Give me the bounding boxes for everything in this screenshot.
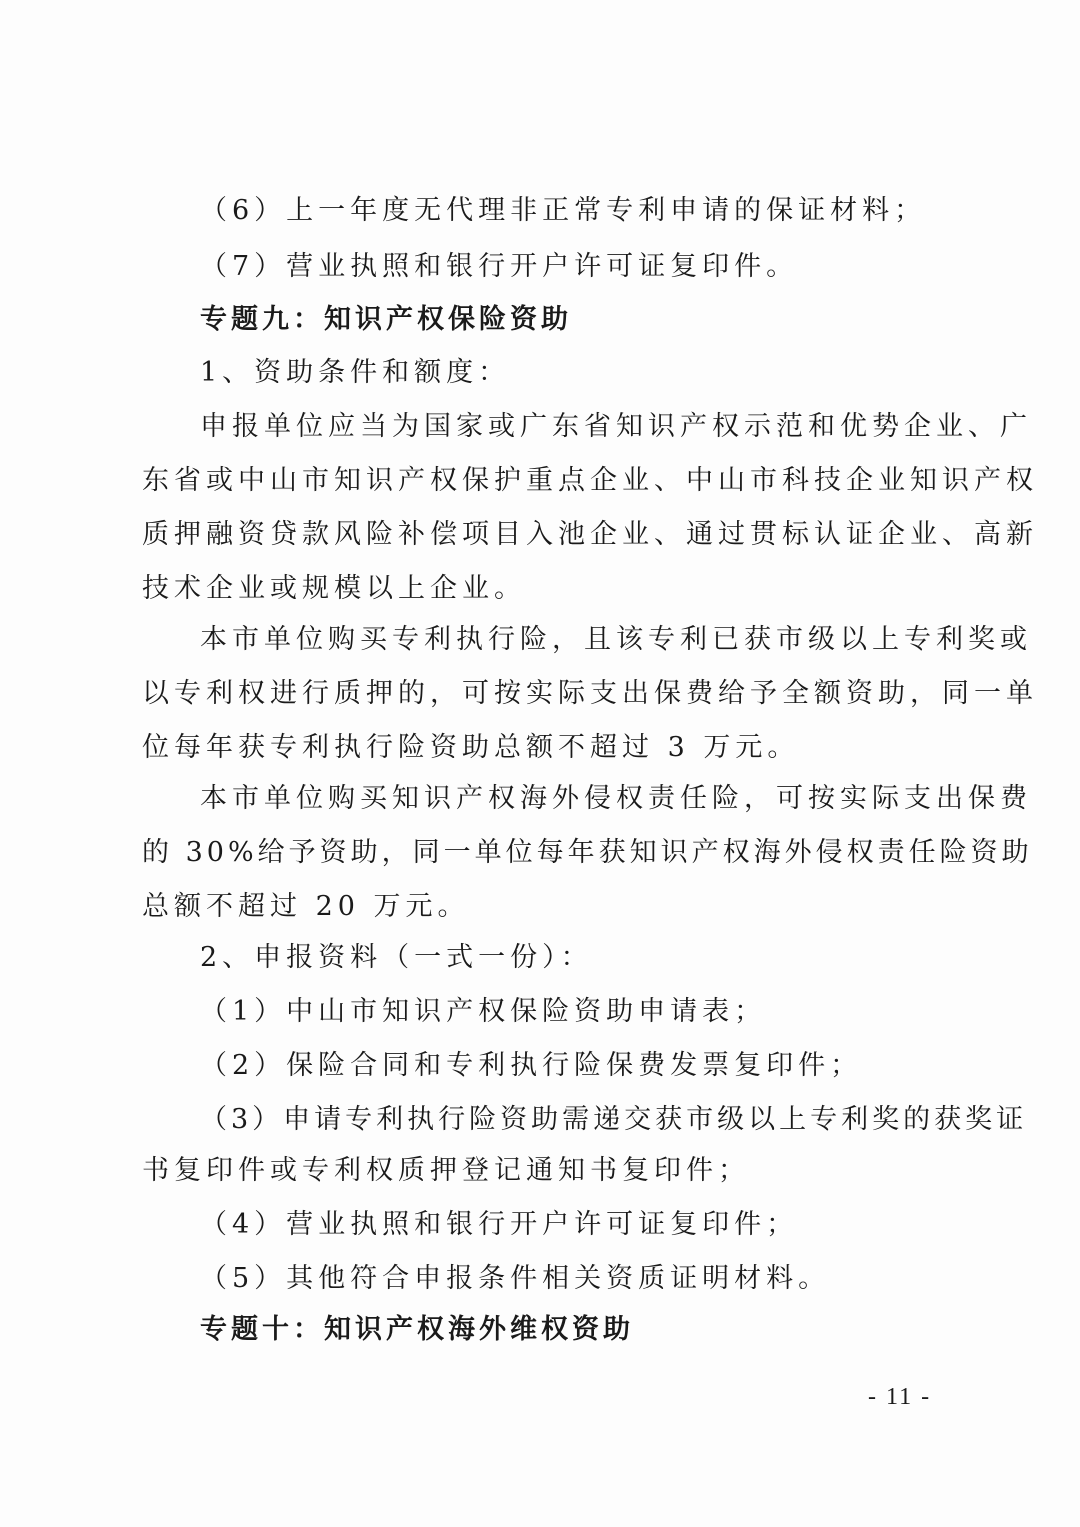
list-item: （5）其他符合申报条件相关资质证明材料。 (200, 1263, 831, 1294)
section-9-heading: 专题九：知识产权保险资助 (200, 304, 572, 335)
subsection-1-heading: 1、资助条件和额度： (200, 357, 511, 388)
paragraph-line: 质押融资贷款风险补偿项目入池企业、通过贯标认证企业、高新 (142, 519, 1038, 550)
paragraph-line: 总额不超过 20 万元。 (142, 891, 470, 922)
list-item-continuation: 书复印件或专利权质押登记通知书复印件； (142, 1155, 750, 1186)
paragraph-line: 东省或中山市知识产权保护重点企业、中山市科技企业知识产权 (142, 465, 1038, 496)
paragraph-line: 的 30%给予资助，同一单位每年获知识产权海外侵权责任险资助 (142, 837, 1033, 868)
section-10-heading: 专题十：知识产权海外维权资助 (200, 1314, 634, 1345)
paragraph-line: 技术企业或规模以上企业。 (142, 573, 526, 604)
paragraph-line: 本市单位购买知识产权海外侵权责任险，可按实际支出保费 (200, 783, 1032, 814)
item-6-text: （6）上一年度无代理非正常专利申请的保证材料； (200, 195, 927, 226)
item-7-text: （7）营业执照和银行开户许可证复印件。 (200, 251, 799, 282)
list-item: （1）中山市知识产权保险资助申请表； (200, 996, 767, 1027)
paragraph-line: 以专利权进行质押的，可按实际支出保费给予全额资助，同一单 (142, 678, 1038, 709)
paragraph-line: 位每年获专利执行险资助总额不超过 3 万元。 (142, 732, 800, 763)
list-item: （3）申请专利执行险资助需递交获市级以上专利奖的获奖证 (200, 1104, 1028, 1135)
page-number: - 11 - (868, 1384, 932, 1410)
paragraph-line: 本市单位购买专利执行险，且该专利已获市级以上专利奖或 (200, 624, 1032, 655)
subsection-2-heading: 2、申报资料（一式一份）： (200, 942, 593, 973)
paragraph-line: 申报单位应当为国家或广东省知识产权示范和优势企业、广 (200, 411, 1032, 442)
list-item: （4）营业执照和银行开户许可证复印件； (200, 1209, 799, 1240)
list-item: （2）保险合同和专利执行险保费发票复印件； (200, 1050, 863, 1081)
